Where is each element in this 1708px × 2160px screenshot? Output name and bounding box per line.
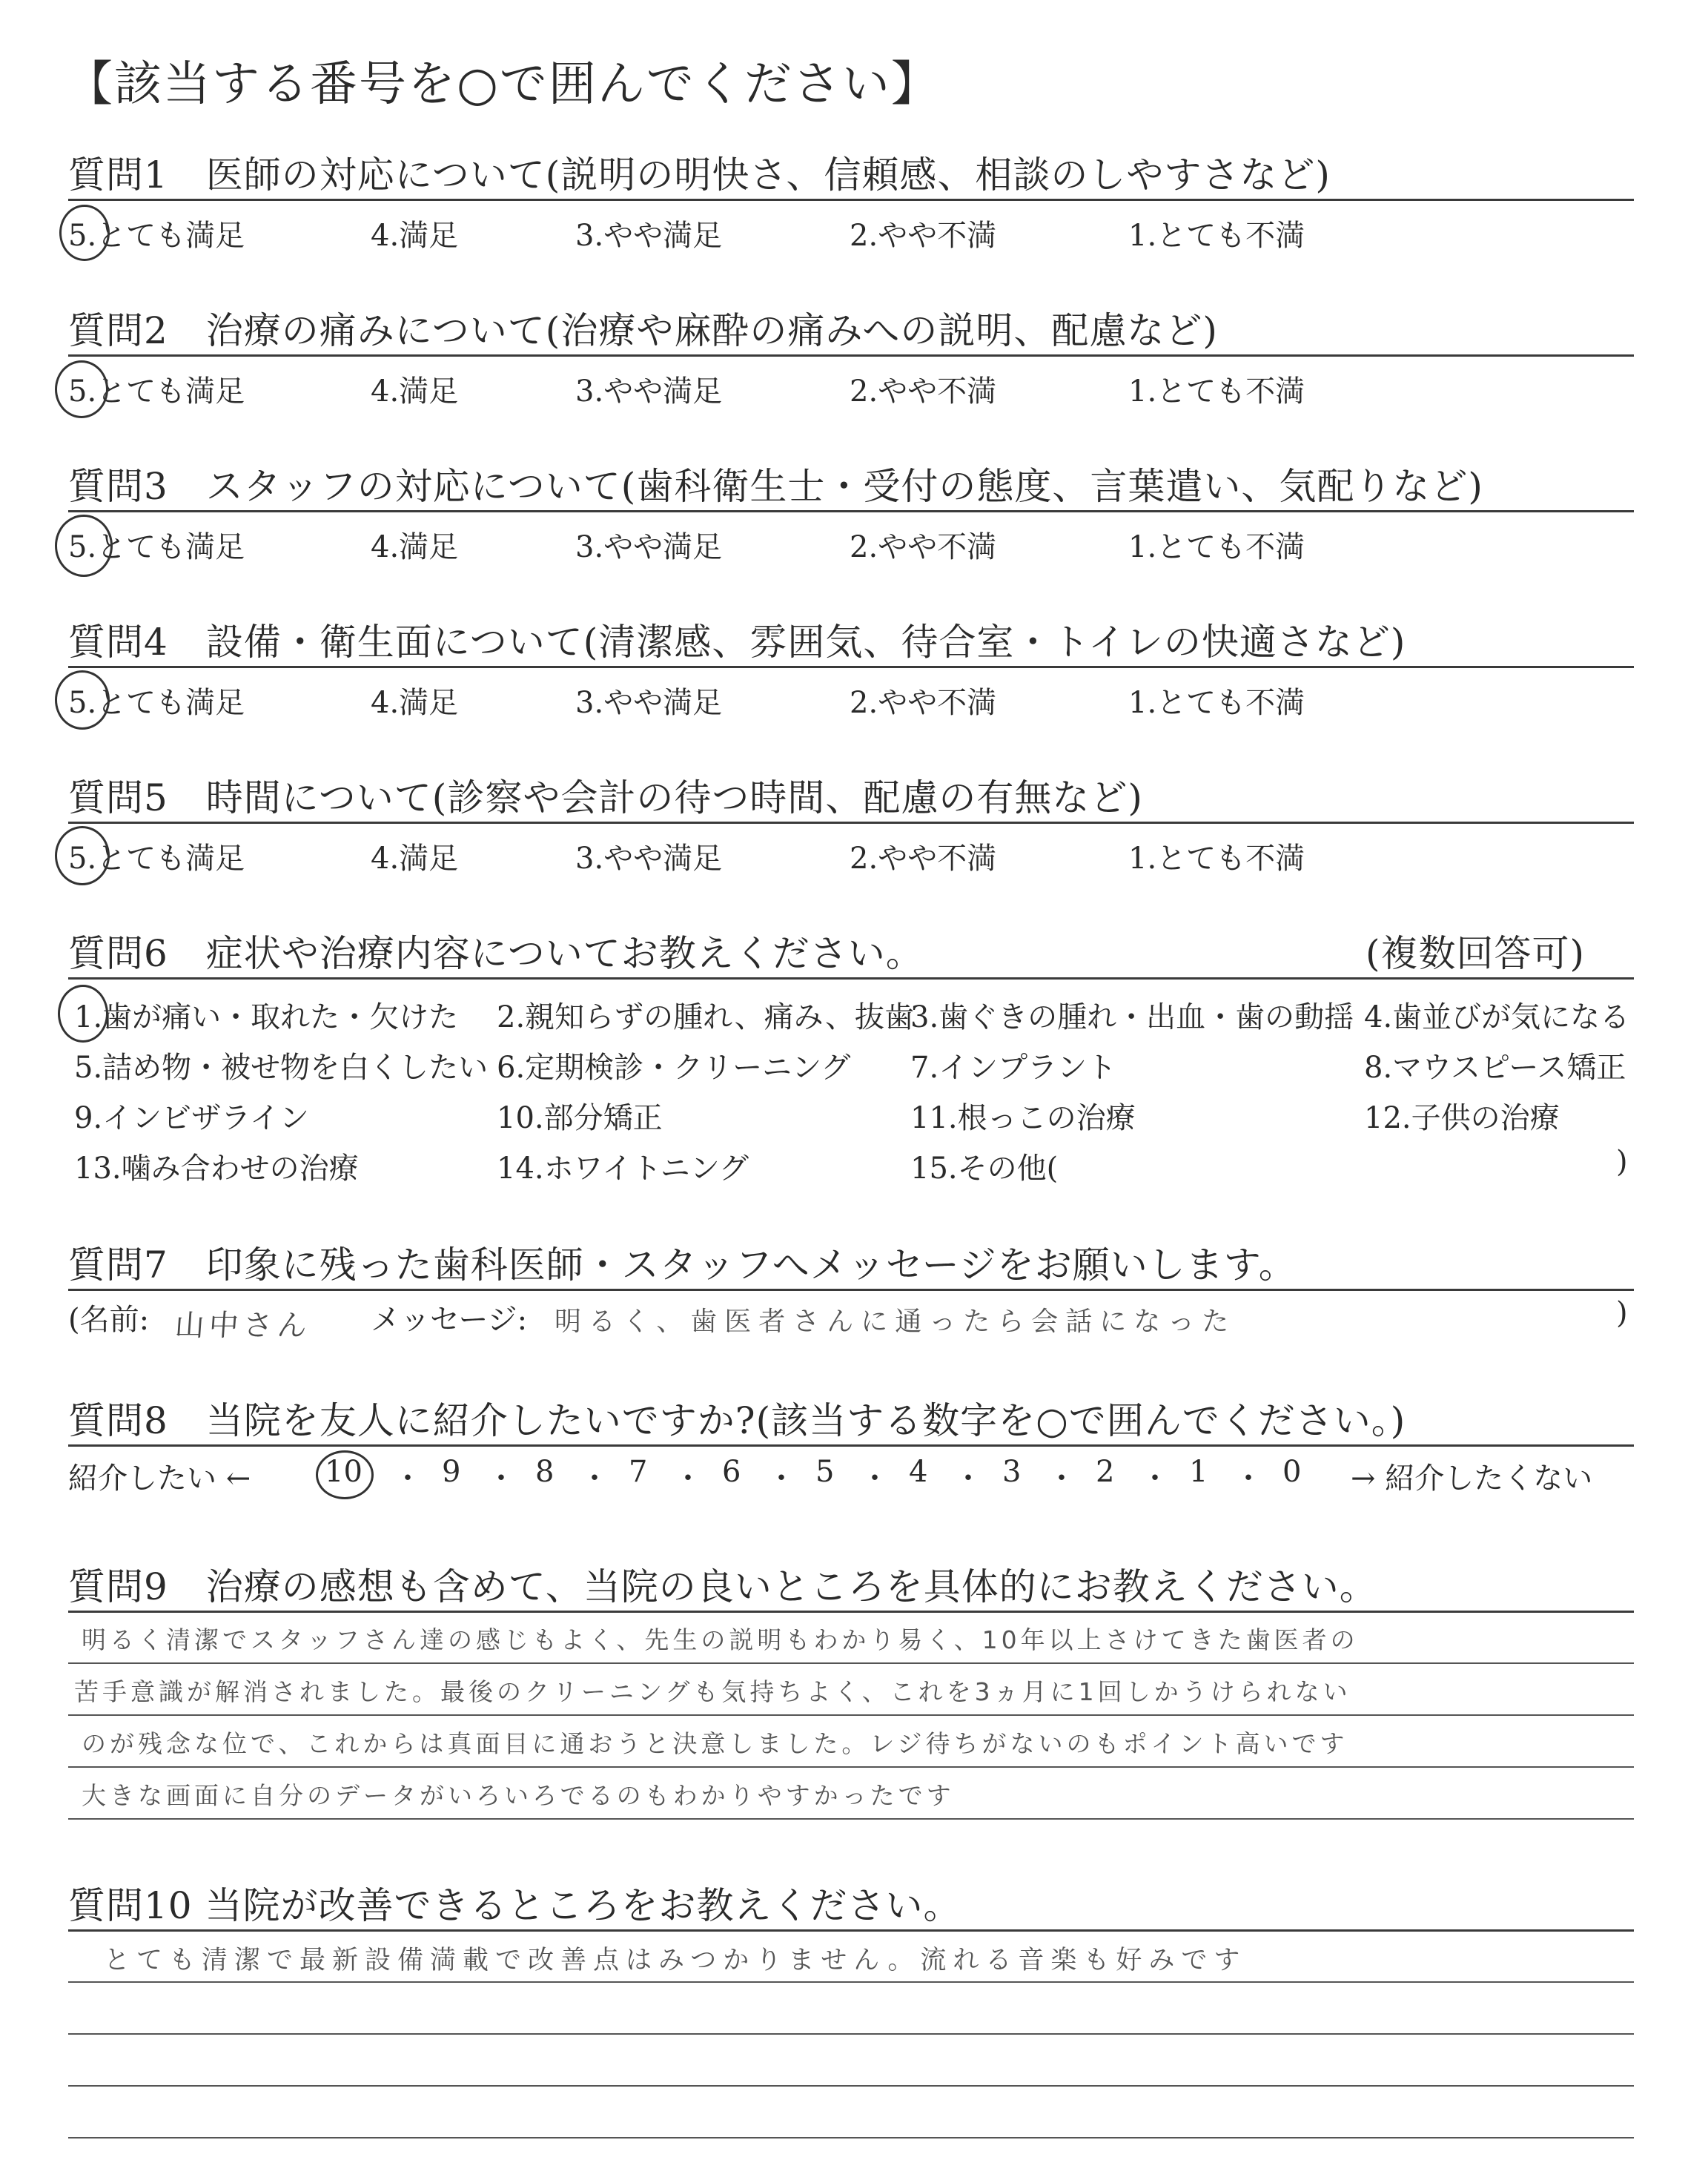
- q1-option-2[interactable]: 2.やや不満: [850, 219, 997, 253]
- question-8-title: 質問8 当院を友人に紹介したいですか?(該当する数字を○で囲んでください。): [68, 1399, 1406, 1442]
- q6-option[interactable]: 10.部分矯正: [497, 1101, 663, 1135]
- q6-option[interactable]: 15.その他(: [910, 1152, 1059, 1186]
- q6-option[interactable]: 6.定期検診・クリーニング: [497, 1051, 851, 1085]
- q2-option-1[interactable]: 1.とても不満: [1128, 374, 1305, 409]
- q4-option-3[interactable]: 3.やや満足: [575, 686, 723, 720]
- q6-option[interactable]: 8.マウスピース矯正: [1364, 1051, 1626, 1085]
- recommend-right-label: → 紹介したくない: [1351, 1462, 1593, 1496]
- q5-option-1[interactable]: 1.とても不満: [1128, 842, 1305, 876]
- scale-separator: ・: [860, 1462, 890, 1496]
- ruled-line: [68, 2085, 1634, 2087]
- scale-1[interactable]: 1: [1189, 1455, 1208, 1489]
- question-4-title: 質問4 設備・衛生面について(清潔感、雰囲気、待合室・トイレの快適さなど): [68, 621, 1406, 664]
- divider: [68, 1611, 1634, 1613]
- scale-7[interactable]: 7: [629, 1455, 648, 1489]
- selection-circle: [58, 985, 108, 1043]
- q1-option-5[interactable]: 5.とても満足: [68, 219, 245, 253]
- q5-option-5[interactable]: 5.とても満足: [68, 842, 245, 876]
- message-label: メッセージ:: [371, 1303, 528, 1337]
- q5-option-4[interactable]: 4.満足: [371, 842, 459, 876]
- divider: [68, 1444, 1634, 1447]
- answer-line[interactable]: 苦手意識が解消されました。最後のクリーニングも気持ちよく、これを3ヵ月に1回しかうけられない: [74, 1677, 1351, 1706]
- question-9-title: 質問9 治療の感想も含めて、当院の良いところを具体的にお教えください。: [68, 1565, 1377, 1608]
- scale-separator: ・: [1234, 1462, 1263, 1496]
- q5-option-2[interactable]: 2.やや不満: [850, 842, 997, 876]
- q6-option[interactable]: 9.インビザライン: [74, 1101, 309, 1135]
- name-label: (名前:: [68, 1303, 150, 1337]
- question-2-title: 質問2 治療の痛みについて(治療や麻酔の痛みへの説明、配慮など): [68, 309, 1218, 352]
- question-6-title: 質問6 症状や治療内容についてお教えください。: [68, 932, 924, 975]
- q4-option-2[interactable]: 2.やや不満: [850, 686, 997, 720]
- q4-option-1[interactable]: 1.とても不満: [1128, 686, 1305, 720]
- divider: [68, 1929, 1634, 1932]
- q2-option-4[interactable]: 4.満足: [371, 374, 459, 409]
- divider: [68, 510, 1634, 512]
- selection-circle: [55, 670, 110, 730]
- divider: [68, 822, 1634, 824]
- q1-option-4[interactable]: 4.満足: [371, 219, 459, 253]
- question-1-title: 質問1 医師の対応について(説明の明快さ、信頼感、相談のしやすさなど): [68, 153, 1331, 196]
- question-7-title: 質問7 印象に残った歯科医師・スタッフへメッセージをお願いします。: [68, 1244, 1297, 1287]
- q4-option-5[interactable]: 5.とても満足: [68, 686, 245, 720]
- q5-option-3[interactable]: 3.やや満足: [575, 842, 723, 876]
- question-6-note: (複数回答可): [1366, 932, 1586, 975]
- scale-separator: ・: [1047, 1462, 1076, 1496]
- divider: [68, 1289, 1634, 1291]
- scale-separator: ・: [767, 1462, 796, 1496]
- ruled-line: [68, 2137, 1634, 2138]
- message-close: ): [1616, 1296, 1628, 1330]
- divider: [68, 977, 1634, 980]
- q2-option-5[interactable]: 5.とても満足: [68, 374, 245, 409]
- selection-circle: [55, 515, 113, 577]
- q1-option-1[interactable]: 1.とても不満: [1128, 219, 1305, 253]
- name-value[interactable]: 山中さん: [173, 1309, 313, 1343]
- selection-circle: [55, 360, 108, 418]
- scale-3[interactable]: 3: [1002, 1455, 1022, 1489]
- ruled-line: [68, 2033, 1634, 2035]
- q6-option[interactable]: 7.インプラント: [910, 1051, 1117, 1085]
- question-10-title: 質問10 当院が改善できるところをお教えください。: [68, 1884, 961, 1927]
- q6-option[interactable]: 2.親知らずの腫れ、痛み、抜歯: [497, 1000, 914, 1034]
- q6-option[interactable]: 11.根っこの治療: [910, 1101, 1136, 1135]
- scale-separator: ・: [580, 1462, 609, 1496]
- scale-separator: ・: [673, 1462, 703, 1496]
- scale-separator: ・: [953, 1462, 983, 1496]
- page-title: 【該当する番号を○で囲んでください】: [65, 57, 940, 112]
- answer-line[interactable]: とても清潔で最新設備満載で改善点はみつかりません。流れる音楽も好みです: [104, 1946, 1247, 1975]
- ruled-line: [68, 1981, 1634, 1983]
- divider: [68, 666, 1634, 668]
- answer-line[interactable]: 大きな画面に自分のデータがいろいろでるのもわかりやすかったです: [82, 1781, 955, 1810]
- q2-option-3[interactable]: 3.やや満足: [575, 374, 723, 409]
- selection-circle: [316, 1450, 374, 1499]
- q6-other-close: ): [1616, 1145, 1628, 1179]
- ruled-line: [68, 1766, 1634, 1768]
- scale-9[interactable]: 9: [442, 1455, 461, 1489]
- q6-option[interactable]: 5.詰め物・被せ物を白くしたい: [74, 1051, 489, 1085]
- answer-line[interactable]: 明るく清潔でスタッフさん達の感じもよく、先生の説明もわかり易く、10年以上さけてきた歯医者の: [82, 1625, 1359, 1654]
- divider: [68, 354, 1634, 357]
- q6-option[interactable]: 13.噛み合わせの治療: [74, 1152, 359, 1186]
- q6-option[interactable]: 3.歯ぐきの腫れ・出血・歯の動揺: [910, 1000, 1354, 1034]
- message-value[interactable]: 明るく、歯医者さんに通ったら会話になった: [555, 1307, 1237, 1337]
- question-5-title: 質問5 時間について(診察や会計の待つ時間、配慮の有無など): [68, 776, 1143, 819]
- scale-2[interactable]: 2: [1096, 1455, 1115, 1489]
- q3-option-4[interactable]: 4.満足: [371, 530, 459, 564]
- q3-option-1[interactable]: 1.とても不満: [1128, 530, 1305, 564]
- scale-separator: ・: [1140, 1462, 1170, 1496]
- divider: [68, 199, 1634, 201]
- recommend-left-label: 紹介したい ←: [68, 1462, 251, 1496]
- q3-option-2[interactable]: 2.やや不満: [850, 530, 997, 564]
- scale-6[interactable]: 6: [722, 1455, 741, 1489]
- q6-option[interactable]: 4.歯並びが気になる: [1364, 1000, 1630, 1034]
- q2-option-2[interactable]: 2.やや不満: [850, 374, 997, 409]
- scale-0[interactable]: 0: [1282, 1455, 1302, 1489]
- scale-4[interactable]: 4: [909, 1455, 928, 1489]
- answer-line[interactable]: のが残念な位で、これからは真面目に通おうと決意しました。レジ待ちがないのもポイント高いです: [82, 1729, 1348, 1758]
- ruled-line: [68, 1818, 1634, 1820]
- q3-option-5[interactable]: 5.とても満足: [68, 530, 245, 564]
- scale-8[interactable]: 8: [535, 1455, 555, 1489]
- q6-option[interactable]: 14.ホワイトニング: [497, 1152, 749, 1186]
- ruled-line: [68, 1714, 1634, 1716]
- q4-option-4[interactable]: 4.満足: [371, 686, 459, 720]
- ruled-line: [68, 1662, 1634, 1664]
- q3-option-3[interactable]: 3.やや満足: [575, 530, 723, 564]
- selection-circle: [55, 826, 110, 885]
- q1-option-3[interactable]: 3.やや満足: [575, 219, 723, 253]
- scale-separator: ・: [393, 1462, 423, 1496]
- selection-circle: [59, 205, 110, 261]
- scale-10[interactable]: 10: [325, 1455, 363, 1489]
- scale-5[interactable]: 5: [815, 1455, 835, 1489]
- scale-separator: ・: [486, 1462, 516, 1496]
- q6-option[interactable]: 12.子供の治療: [1364, 1101, 1560, 1135]
- question-3-title: 質問3 スタッフの対応について(歯科衛生士・受付の態度、言葉遣い、気配りなど): [68, 465, 1483, 508]
- q6-option[interactable]: 1.歯が痛い・取れた・欠けた: [74, 1000, 459, 1034]
